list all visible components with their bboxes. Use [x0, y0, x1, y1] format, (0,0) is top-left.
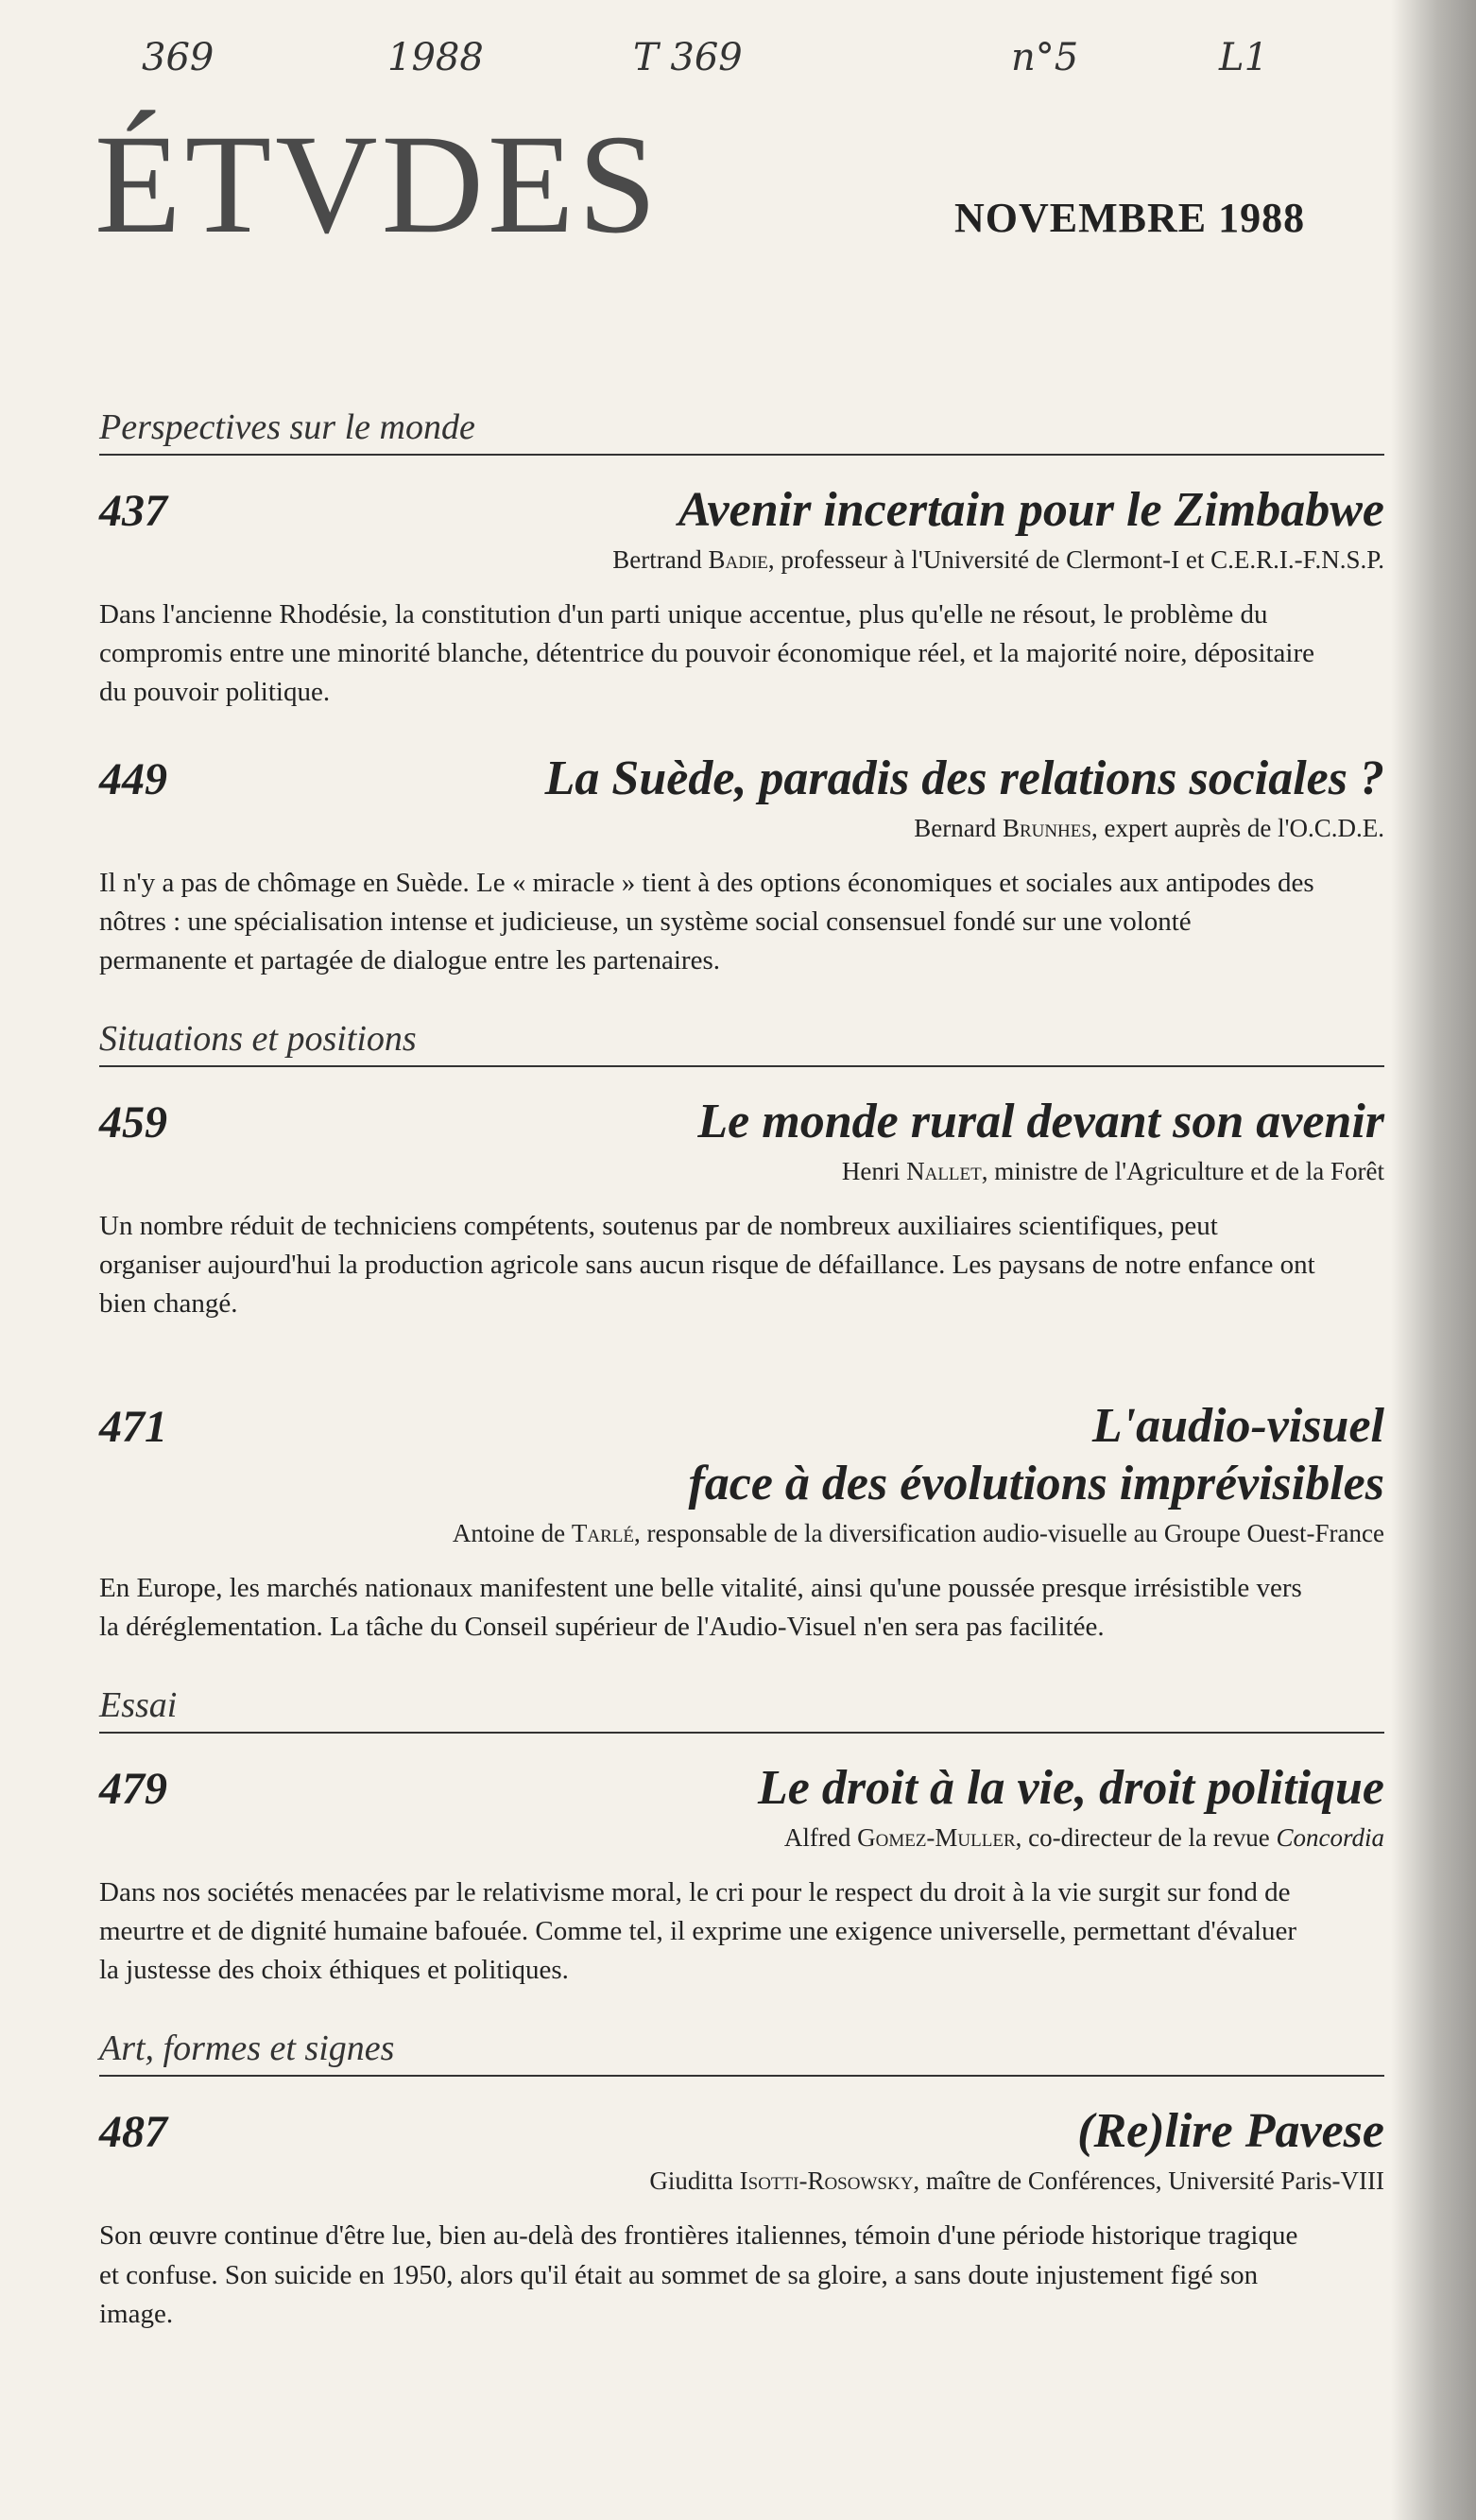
page-number: 459 [99, 1097, 167, 1148]
article-title: Le droit à la vie, droit politique [758, 1760, 1384, 1815]
article-entry [99, 1760, 1384, 1991]
article-title: L'audio-visuel [1091, 1398, 1384, 1453]
masthead: ÉTVDES [94, 106, 661, 263]
handwritten-note: L1 [1219, 36, 1269, 79]
article-title: Avenir incertain pour le Zimbabwe [678, 483, 1384, 537]
article-author: Antoine de Tarlé, responsable de la diversification audio-visuelle au Groupe Ouest-France [452, 1518, 1384, 1547]
article-author: Giuditta Isotti-Rosowsky, maître de Conférences, Université Paris-VIII [649, 2166, 1384, 2196]
handwritten-note: 1988 [387, 36, 484, 79]
article-author: Bernard Brunhes, expert auprès de l'O.C.D.E. [914, 813, 1384, 842]
article-entry [99, 2103, 1384, 2334]
section-header: Perspectives sur le monde [99, 406, 1384, 456]
article-entry [99, 1094, 1384, 1324]
article-author: Henri Nallet, ministre de l'Agriculture et de la Forêt [841, 1157, 1384, 1186]
article-title: Le monde rural devant son avenir [697, 1095, 1384, 1149]
section-header: Art, formes et signes [99, 2028, 1384, 2077]
handwritten-note: 369 [142, 36, 215, 79]
section-header: Situations et positions [99, 1018, 1384, 1067]
article-summary: Son œuvre continue d'être lue, bien au-delà des frontières italiennes, témoin d'une période historique tragique et confuse. Son suicide en 1950, alors qu'il était au sommet de sa gloire, a sans doute injustement figé son image. [99, 2220, 1298, 2329]
article-entry [99, 751, 1384, 981]
article-summary: Dans nos sociétés menacées par le relativisme moral, le cri pour le respect du droit à la vie surgit sur fond de meurtre et de dignité humaine bafouée. Comme tel, il exprime une exigence universelle, permettant d'évaluer la justesse des choix éthiques et politiques. [99, 1876, 1297, 1986]
page-number: 471 [99, 1401, 167, 1452]
article-summary: Un nombre réduit de techniciens compétents, soutenus par de nombreux auxiliaires scientifiques, peut organiser aujourd'hui la production agricole sans aucun risque de défaillance. Les paysans de notre enfance ont bien changé. [99, 1211, 1315, 1320]
page-number: 437 [99, 486, 167, 536]
article-title: (Re)lire Pavese [1077, 2104, 1384, 2159]
article-title: La Suède, paradis des relations sociales ? [544, 751, 1384, 805]
article-summary: En Europe, les marchés nationaux manifestent une belle vitalité, ainsi qu'une poussée presque irrésistible vers la déréglementation. La tâche du Conseil supérieur de l'Audio-Visuel n'en sera pas facilitée. [99, 1572, 1302, 1642]
article-author: Alfred Gomez-Muller, co-directeur de la revue Concordia [783, 1822, 1384, 1852]
page-number: 479 [99, 1763, 167, 1814]
page-number: 449 [99, 753, 167, 804]
section-header: Essai [99, 1684, 1384, 1734]
page-edge-shadow [1391, 0, 1476, 2520]
article-summary: Il n'y a pas de chômage en Suède. Le « miracle » tient à des options économiques et sociales aux antipodes des nôtres : une spécialisation intense et judicieuse, un système social consensuel fondé sur une volonté permanente et partagée de dialogue entre les partenaires. [99, 867, 1314, 975]
article-summary: Dans l'ancienne Rhodésie, la constitution d'un parti unique accentue, plus qu'elle ne résout, le problème du compromis entre une minorité blanche, détentrice du pouvoir économique réel, et la majorité noire, dépositaire du pouvoir politique. [99, 599, 1315, 708]
table-of-contents [99, 406, 1384, 2372]
article-author: Bertrand Badie, professeur à l'Université de Clermont-I et C.E.R.I.-F.N.S.P. [612, 545, 1384, 574]
handwritten-note: T 369 [633, 36, 743, 79]
handwritten-note: n°5 [1011, 36, 1079, 79]
article-title-line2: face à des évolutions imprévisibles [688, 1456, 1384, 1510]
page-number: 487 [99, 2107, 167, 2158]
article-entry [99, 1398, 1384, 1647]
issue-date: NOVEMBRE 1988 [954, 195, 1306, 241]
article-entry [99, 482, 1384, 713]
